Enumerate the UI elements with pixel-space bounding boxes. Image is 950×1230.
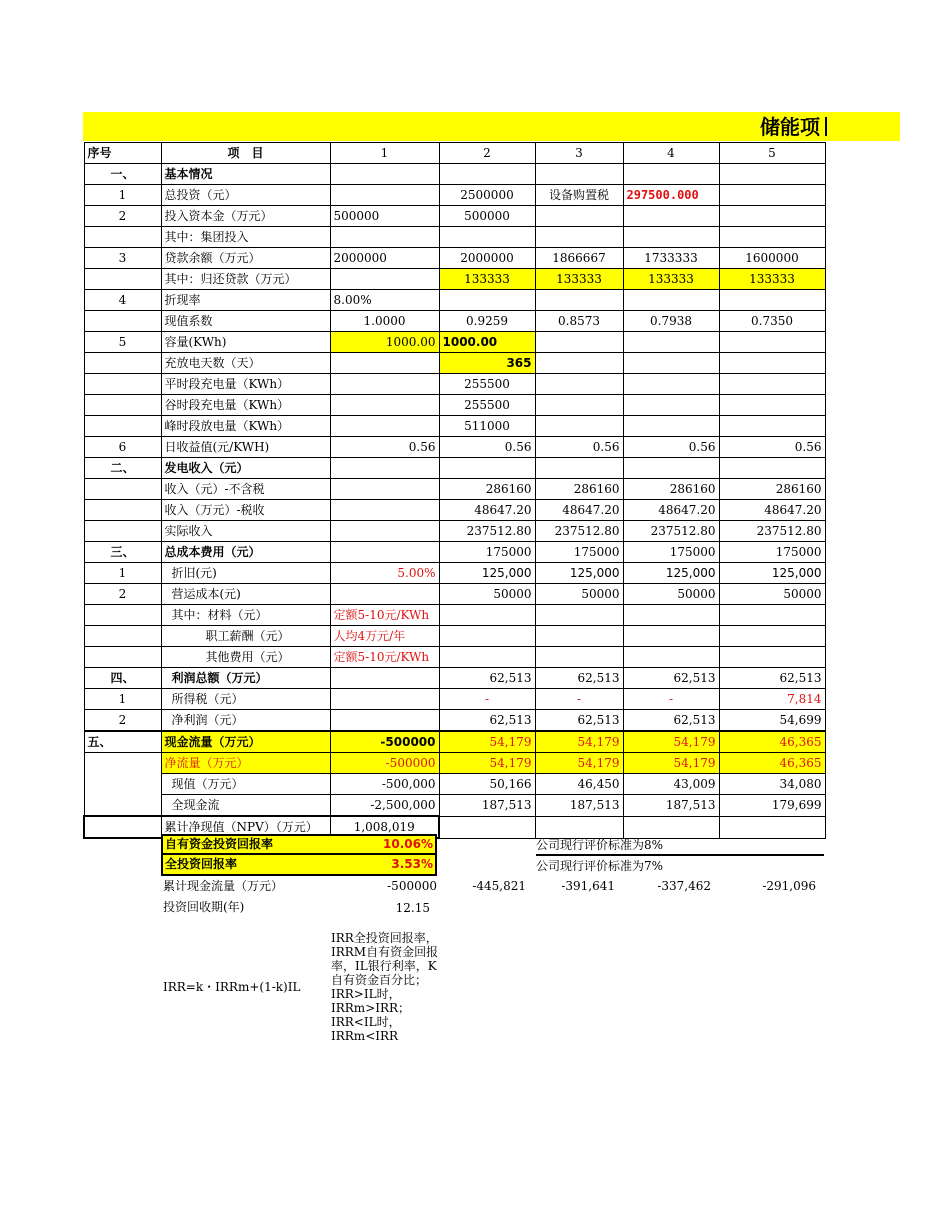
row-cell-1 [330, 521, 439, 542]
row-seq: 五、 [84, 731, 161, 753]
row-cell-5 [719, 605, 825, 626]
row-item: 峰时段放电量（KWh） [161, 416, 330, 437]
row-cell-1: 定额5-10元/KWh [330, 647, 439, 668]
row-cell-4 [623, 227, 719, 248]
row-cell-3: 62,513 [535, 710, 623, 732]
cumulative-value-3: -391,641 [561, 879, 615, 893]
title-bar [83, 112, 900, 141]
row-cell-2: 50000 [439, 584, 535, 605]
table-row [84, 395, 825, 416]
row-cell-3 [535, 227, 623, 248]
row-seq [84, 269, 161, 290]
text-cursor [825, 117, 827, 136]
row-cell-5 [719, 185, 825, 206]
equity-return-value: 10.06% [331, 836, 435, 853]
row-cell-5: 179,699 [719, 795, 825, 817]
irr-formula: IRR=k・IRRm+(1-k)IL [163, 980, 301, 994]
row-cell-5: 175000 [719, 542, 825, 563]
row-cell-4: 0.7938 [623, 311, 719, 332]
row-cell-1 [330, 542, 439, 563]
row-item: 基本情况 [161, 164, 330, 185]
table-row [84, 710, 825, 732]
row-seq [84, 416, 161, 437]
row-item: 全现金流 [161, 795, 330, 817]
row-cell-5 [719, 395, 825, 416]
row-item: 其中：材料（元） [161, 605, 330, 626]
row-cell-3 [535, 647, 623, 668]
table-row [84, 584, 825, 605]
row-seq: 5 [84, 332, 161, 353]
table-row [84, 185, 825, 206]
row-item: 谷时段充电量（KWh） [161, 395, 330, 416]
row-cell-2: 255500 [439, 395, 535, 416]
row-item: 净流量（万元） [161, 753, 330, 774]
row-cell-3 [535, 626, 623, 647]
row-item: 贷款余额（万元） [161, 248, 330, 269]
row-cell-2 [439, 458, 535, 479]
row-cell-1 [330, 374, 439, 395]
row-cell-4 [623, 374, 719, 395]
table-row [84, 668, 825, 689]
header-seq: 序号 [84, 143, 161, 164]
row-seq: 1 [84, 185, 161, 206]
row-item: 职工薪酬（元） [161, 626, 330, 647]
row-cell-1: -500000 [330, 753, 439, 774]
row-seq [84, 353, 161, 374]
row-cell-3: 175000 [535, 542, 623, 563]
row-cell-5 [719, 206, 825, 227]
row-cell-5: 7,814 [719, 689, 825, 710]
sheet-title: 储能项 [760, 115, 820, 139]
row-cell-1 [330, 458, 439, 479]
row-cell-1 [330, 164, 439, 185]
header-item: 项 目 [161, 143, 330, 164]
row-cell-3: 187,513 [535, 795, 623, 817]
row-cell-1: 5.00% [330, 563, 439, 584]
row-cell-3: 0.56 [535, 437, 623, 458]
row-cell-3 [535, 605, 623, 626]
row-seq: 四、 [84, 668, 161, 689]
table-row [84, 689, 825, 710]
row-cell-5: 34,080 [719, 774, 825, 795]
table-row [84, 795, 825, 817]
row-cell-2: 62,513 [439, 668, 535, 689]
row-cell-3: 50000 [535, 584, 623, 605]
row-cell-5: 237512.80 [719, 521, 825, 542]
row-cell-3: 48647.20 [535, 500, 623, 521]
row-cell-4 [623, 458, 719, 479]
row-cell-3: 237512.80 [535, 521, 623, 542]
header-col-2: 2 [439, 143, 535, 164]
row-cell-4: 43,009 [623, 774, 719, 795]
row-cell-3: 286160 [535, 479, 623, 500]
row-cell-5: 46,365 [719, 731, 825, 753]
row-cell-1: 0.56 [330, 437, 439, 458]
row-cell-2 [439, 290, 535, 311]
row-cell-2: - [439, 689, 535, 710]
row-cell-1: 8.00% [330, 290, 439, 311]
row-item: 其中：集团投入 [161, 227, 330, 248]
table-row [84, 626, 825, 647]
cumulative-label: 累计现金流量（万元） [163, 879, 284, 893]
row-cell-4 [623, 605, 719, 626]
row-cell-5 [719, 164, 825, 185]
row-cell-5 [719, 626, 825, 647]
row-cell-1: 1.0000 [330, 311, 439, 332]
table-row [84, 248, 825, 269]
row-cell-3 [535, 416, 623, 437]
row-cell-4 [623, 332, 719, 353]
header-col-1: 1 [330, 143, 439, 164]
row-cell-4: 62,513 [623, 668, 719, 689]
table-row [84, 311, 825, 332]
row-cell-4 [623, 647, 719, 668]
header-col-5: 5 [719, 143, 825, 164]
row-cell-1 [330, 269, 439, 290]
row-seq [84, 521, 161, 542]
row-seq [84, 753, 161, 774]
row-cell-2: 54,179 [439, 753, 535, 774]
row-cell-1: 人均4万元/年 [330, 626, 439, 647]
row-cell-4: 125,000 [623, 563, 719, 584]
row-cell-5 [719, 332, 825, 353]
header-col-3: 3 [535, 143, 623, 164]
table-row [84, 500, 825, 521]
row-cell-5: 48647.20 [719, 500, 825, 521]
irr-note: IRR全投资回报率，IRRM自有资金回报率，IL银行利率，K自有资金百分比；IRR>IL时，IRRm>IRR；IRR<IL时，IRRm<IRR [331, 931, 439, 1043]
row-cell-4: 187,513 [623, 795, 719, 817]
table-row [84, 290, 825, 311]
row-cell-5 [719, 816, 825, 838]
table-row [84, 164, 825, 185]
row-cell-3: 125,000 [535, 563, 623, 584]
row-seq: 2 [84, 710, 161, 732]
row-cell-3 [535, 164, 623, 185]
row-item: 折现率 [161, 290, 330, 311]
row-cell-4 [623, 353, 719, 374]
row-cell-2: 255500 [439, 374, 535, 395]
row-seq: 6 [84, 437, 161, 458]
row-item: 发电收入（元） [161, 458, 330, 479]
row-cell-4: 0.56 [623, 437, 719, 458]
row-cell-4: - [623, 689, 719, 710]
row-cell-2: 125,000 [439, 563, 535, 584]
row-cell-4: 237512.80 [623, 521, 719, 542]
row-cell-3: 54,179 [535, 731, 623, 753]
row-seq [84, 374, 161, 395]
row-item: 现金流量（万元） [161, 731, 330, 753]
row-cell-5: 0.7350 [719, 311, 825, 332]
row-cell-5: 62,513 [719, 668, 825, 689]
row-item: 总投资（元） [161, 185, 330, 206]
row-cell-2: 2500000 [439, 185, 535, 206]
table-row [84, 458, 825, 479]
row-cell-1 [330, 227, 439, 248]
row-cell-5 [719, 374, 825, 395]
equity-return-label: 自有资金投资回报率 [163, 836, 333, 853]
row-cell-4: 286160 [623, 479, 719, 500]
financial-table [83, 142, 826, 839]
row-cell-3: 0.8573 [535, 311, 623, 332]
row-cell-3 [535, 332, 623, 353]
row-cell-5 [719, 227, 825, 248]
table-row [84, 563, 825, 584]
row-item: 营运成本(元) [161, 584, 330, 605]
table-row [84, 416, 825, 437]
cumulative-value-2: -445,821 [472, 879, 526, 893]
row-seq [84, 774, 161, 795]
row-item: 收入（万元）-税收 [161, 500, 330, 521]
row-cell-1 [330, 689, 439, 710]
row-cell-2: 175000 [439, 542, 535, 563]
table-row [84, 206, 825, 227]
row-cell-2 [439, 647, 535, 668]
row-cell-1: 定额5-10元/KWh [330, 605, 439, 626]
row-cell-3: 62,513 [535, 668, 623, 689]
row-cell-3 [535, 206, 623, 227]
table-row [84, 605, 825, 626]
row-cell-2: 365 [439, 353, 535, 374]
row-cell-1 [330, 479, 439, 500]
row-cell-3 [535, 290, 623, 311]
row-cell-5: 54,699 [719, 710, 825, 732]
total-return-value: 3.53% [331, 855, 435, 874]
row-seq [84, 795, 161, 817]
row-cell-2: 0.9259 [439, 311, 535, 332]
row-cell-2: 62,513 [439, 710, 535, 732]
row-item: 投入资本金（万元） [161, 206, 330, 227]
row-cell-3 [535, 353, 623, 374]
table-row [84, 227, 825, 248]
row-cell-4: 50000 [623, 584, 719, 605]
row-cell-1 [330, 395, 439, 416]
row-item: 实际收入 [161, 521, 330, 542]
row-cell-4 [623, 290, 719, 311]
table-row [84, 437, 825, 458]
row-seq [84, 500, 161, 521]
row-cell-3: 1866667 [535, 248, 623, 269]
row-seq: 一、 [84, 164, 161, 185]
row-cell-5 [719, 416, 825, 437]
row-cell-4: 297500.000 [623, 185, 719, 206]
row-item: 日收益值(元/KWH) [161, 437, 330, 458]
row-seq [84, 647, 161, 668]
total-return-label: 全投资回报率 [163, 855, 333, 874]
row-cell-1 [330, 710, 439, 732]
total-return-row [161, 855, 437, 876]
row-cell-2: 500000 [439, 206, 535, 227]
row-cell-2 [439, 227, 535, 248]
row-cell-1: 2000000 [330, 248, 439, 269]
row-item: 累计净现值（NPV）（万元） [161, 816, 330, 838]
row-item: 其他费用（元） [161, 647, 330, 668]
row-cell-4: 133333 [623, 269, 719, 290]
header-row [84, 143, 825, 164]
row-cell-2 [439, 605, 535, 626]
row-cell-2: 187,513 [439, 795, 535, 817]
row-cell-1 [330, 185, 439, 206]
row-cell-1: -2,500,000 [330, 795, 439, 817]
row-cell-1: 1,008,019 [330, 816, 439, 838]
row-item: 折旧(元) [161, 563, 330, 584]
row-cell-1: -500,000 [330, 774, 439, 795]
row-seq: 4 [84, 290, 161, 311]
row-cell-5: 1600000 [719, 248, 825, 269]
row-cell-1 [330, 584, 439, 605]
table-row [84, 774, 825, 795]
row-cell-4: 1733333 [623, 248, 719, 269]
table-row [84, 753, 825, 774]
table-row [84, 479, 825, 500]
row-seq [84, 626, 161, 647]
row-seq: 二、 [84, 458, 161, 479]
row-cell-3 [535, 395, 623, 416]
row-cell-3 [535, 816, 623, 838]
table-row [84, 269, 825, 290]
row-cell-1: 1000.00 [330, 332, 439, 353]
table-row [84, 353, 825, 374]
row-cell-3: 54,179 [535, 753, 623, 774]
row-item: 容量(KWh) [161, 332, 330, 353]
row-seq [84, 311, 161, 332]
cumulative-value-4: -337,462 [657, 879, 711, 893]
row-cell-4 [623, 626, 719, 647]
row-cell-5: 125,000 [719, 563, 825, 584]
row-cell-1 [330, 668, 439, 689]
row-cell-1 [330, 416, 439, 437]
row-seq: 2 [84, 206, 161, 227]
row-item: 现值系数 [161, 311, 330, 332]
row-cell-1 [330, 353, 439, 374]
row-seq [84, 227, 161, 248]
row-item: 充放电天数（天） [161, 353, 330, 374]
row-seq: 1 [84, 563, 161, 584]
row-cell-5: 286160 [719, 479, 825, 500]
row-seq [84, 605, 161, 626]
table-row [84, 374, 825, 395]
row-cell-5 [719, 353, 825, 374]
table-row [84, 647, 825, 668]
payback-label: 投资回收期(年) [163, 900, 245, 914]
table-row [84, 542, 825, 563]
row-cell-3 [535, 374, 623, 395]
row-cell-3 [535, 458, 623, 479]
row-cell-4: 62,513 [623, 710, 719, 732]
row-item: 所得税（元） [161, 689, 330, 710]
row-cell-5: 133333 [719, 269, 825, 290]
equity-return-row [161, 834, 437, 855]
row-cell-4 [623, 206, 719, 227]
cumulative-value-1: -500000 [387, 879, 437, 893]
row-cell-4 [623, 816, 719, 838]
row-cell-4: 175000 [623, 542, 719, 563]
row-cell-5: 0.56 [719, 437, 825, 458]
row-cell-2 [439, 816, 535, 838]
payback-value: 12.15 [395, 901, 430, 915]
standard-8-note: 公司现行评价标准为8% [536, 836, 824, 856]
table-row [84, 731, 825, 753]
row-cell-4: 48647.20 [623, 500, 719, 521]
row-cell-4 [623, 395, 719, 416]
row-cell-2: 237512.80 [439, 521, 535, 542]
row-cell-4: 54,179 [623, 731, 719, 753]
row-cell-2: 2000000 [439, 248, 535, 269]
row-cell-1 [330, 500, 439, 521]
row-item: 其中：归还贷款（万元） [161, 269, 330, 290]
row-cell-5: 46,365 [719, 753, 825, 774]
row-seq [84, 395, 161, 416]
row-seq [84, 816, 161, 838]
header-col-4: 4 [623, 143, 719, 164]
row-seq: 2 [84, 584, 161, 605]
row-cell-3: 46,450 [535, 774, 623, 795]
row-cell-4 [623, 164, 719, 185]
row-cell-4: 54,179 [623, 753, 719, 774]
row-item: 平时段充电量（KWh） [161, 374, 330, 395]
row-cell-5 [719, 647, 825, 668]
row-cell-2: 54,179 [439, 731, 535, 753]
row-seq: 3 [84, 248, 161, 269]
row-seq: 三、 [84, 542, 161, 563]
row-seq [84, 479, 161, 500]
table-row [84, 521, 825, 542]
row-seq: 1 [84, 689, 161, 710]
row-item: 净利润（元） [161, 710, 330, 732]
row-cell-2: 1000.00 [439, 332, 535, 353]
row-item: 总成本费用（元） [161, 542, 330, 563]
row-item: 利润总额（万元） [161, 668, 330, 689]
row-cell-5: 50000 [719, 584, 825, 605]
row-cell-2: 133333 [439, 269, 535, 290]
row-cell-5 [719, 290, 825, 311]
row-cell-2: 286160 [439, 479, 535, 500]
row-cell-2: 50,166 [439, 774, 535, 795]
row-cell-3: 设备购置税 [535, 185, 623, 206]
table-row [84, 332, 825, 353]
row-cell-2 [439, 626, 535, 647]
row-item: 收入（元）-不含税 [161, 479, 330, 500]
row-cell-2: 511000 [439, 416, 535, 437]
cumulative-value-5: -291,096 [762, 879, 816, 893]
row-item: 现值（万元） [161, 774, 330, 795]
row-cell-3: 133333 [535, 269, 623, 290]
row-cell-2 [439, 164, 535, 185]
standard-7-note: 公司现行评价标准为7% [536, 859, 664, 873]
row-cell-5 [719, 458, 825, 479]
row-cell-3: - [535, 689, 623, 710]
row-cell-4 [623, 416, 719, 437]
row-cell-2: 48647.20 [439, 500, 535, 521]
row-cell-2: 0.56 [439, 437, 535, 458]
row-cell-1: 500000 [330, 206, 439, 227]
row-cell-1: -500000 [330, 731, 439, 753]
